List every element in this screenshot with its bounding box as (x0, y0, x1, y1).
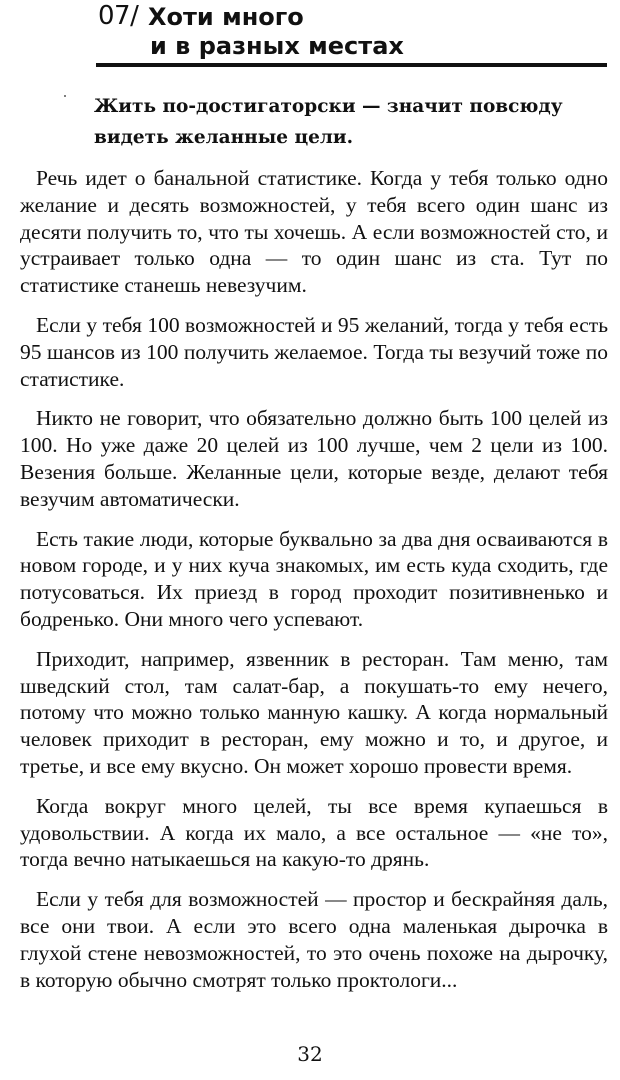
paragraph: Приходит, например, язвенник в ресторан. Там меню, там шведский стол, там салат-бар, а покушать-то ему нечего, потому что можно только манную кашку. А когда нормальный человек приходит в ресторан, ему можно и то, и другое, и третье, и все ему вкусно. Он может хорошо провести время. (20, 646, 608, 778)
page-number: 32 (297, 1042, 323, 1066)
header-rule (96, 63, 607, 67)
chapter-header (96, 0, 606, 64)
lead-statement: Жить по-достигаторски — значит повсюду видеть желанные цели. (94, 96, 563, 148)
margin-dot (64, 95, 66, 97)
paragraph: Если у тебя 100 возможностей и 95 желаний, тогда у тебя есть 95 шансов из 100 получить желаемое. Тогда ты везучий тоже по статистике. (20, 312, 608, 391)
paragraph: Никто не говорит, что обязательно должно быть 100 целей из 100. Но уже даже 20 целей из 100 лучше, чем 2 цели из 100. Везения больше. Желанные цели, которые везде, делают тебя везучим автоматически. (20, 406, 608, 511)
paragraph: Есть такие люди, которые буквально за два дня осваиваются в новом городе, и у них куча знакомых, им есть куда сходить, где потусоваться. Их приезд в город проходит позитивненько и бодренько. Они много чего успевают. (20, 526, 608, 631)
paragraph: Когда вокруг много целей, ты все время купаешься в удовольствии. А когда их мало, а все остальное — «не то», тогда вечно натыкаешься на какую-то дрянь. (20, 793, 608, 872)
chapter-title-line-1: Хоти много (148, 3, 304, 31)
paragraph: Речь идет о банальной статистике. Когда у тебя только одно желание и десять возможностей, у тебя всего один шанс из десяти получить то, что ты хочешь. А если возможностей сто, и устраивает только одна — то один шанс из ста. Тут по статистике станешь невезучим. (20, 166, 608, 298)
chapter-title-line-2: и в разных местах (150, 32, 404, 60)
paragraph: Если у тебя для возможностей — простор и бескрайняя даль, все они твои. А если это всего одна маленькая дырочка в глухой стене невозможностей, то это очень похоже на дырочку, в которую обычно смотрят только проктологи... (20, 887, 608, 992)
body-text (20, 165, 608, 1006)
chapter-number: 07/ (98, 1, 139, 31)
